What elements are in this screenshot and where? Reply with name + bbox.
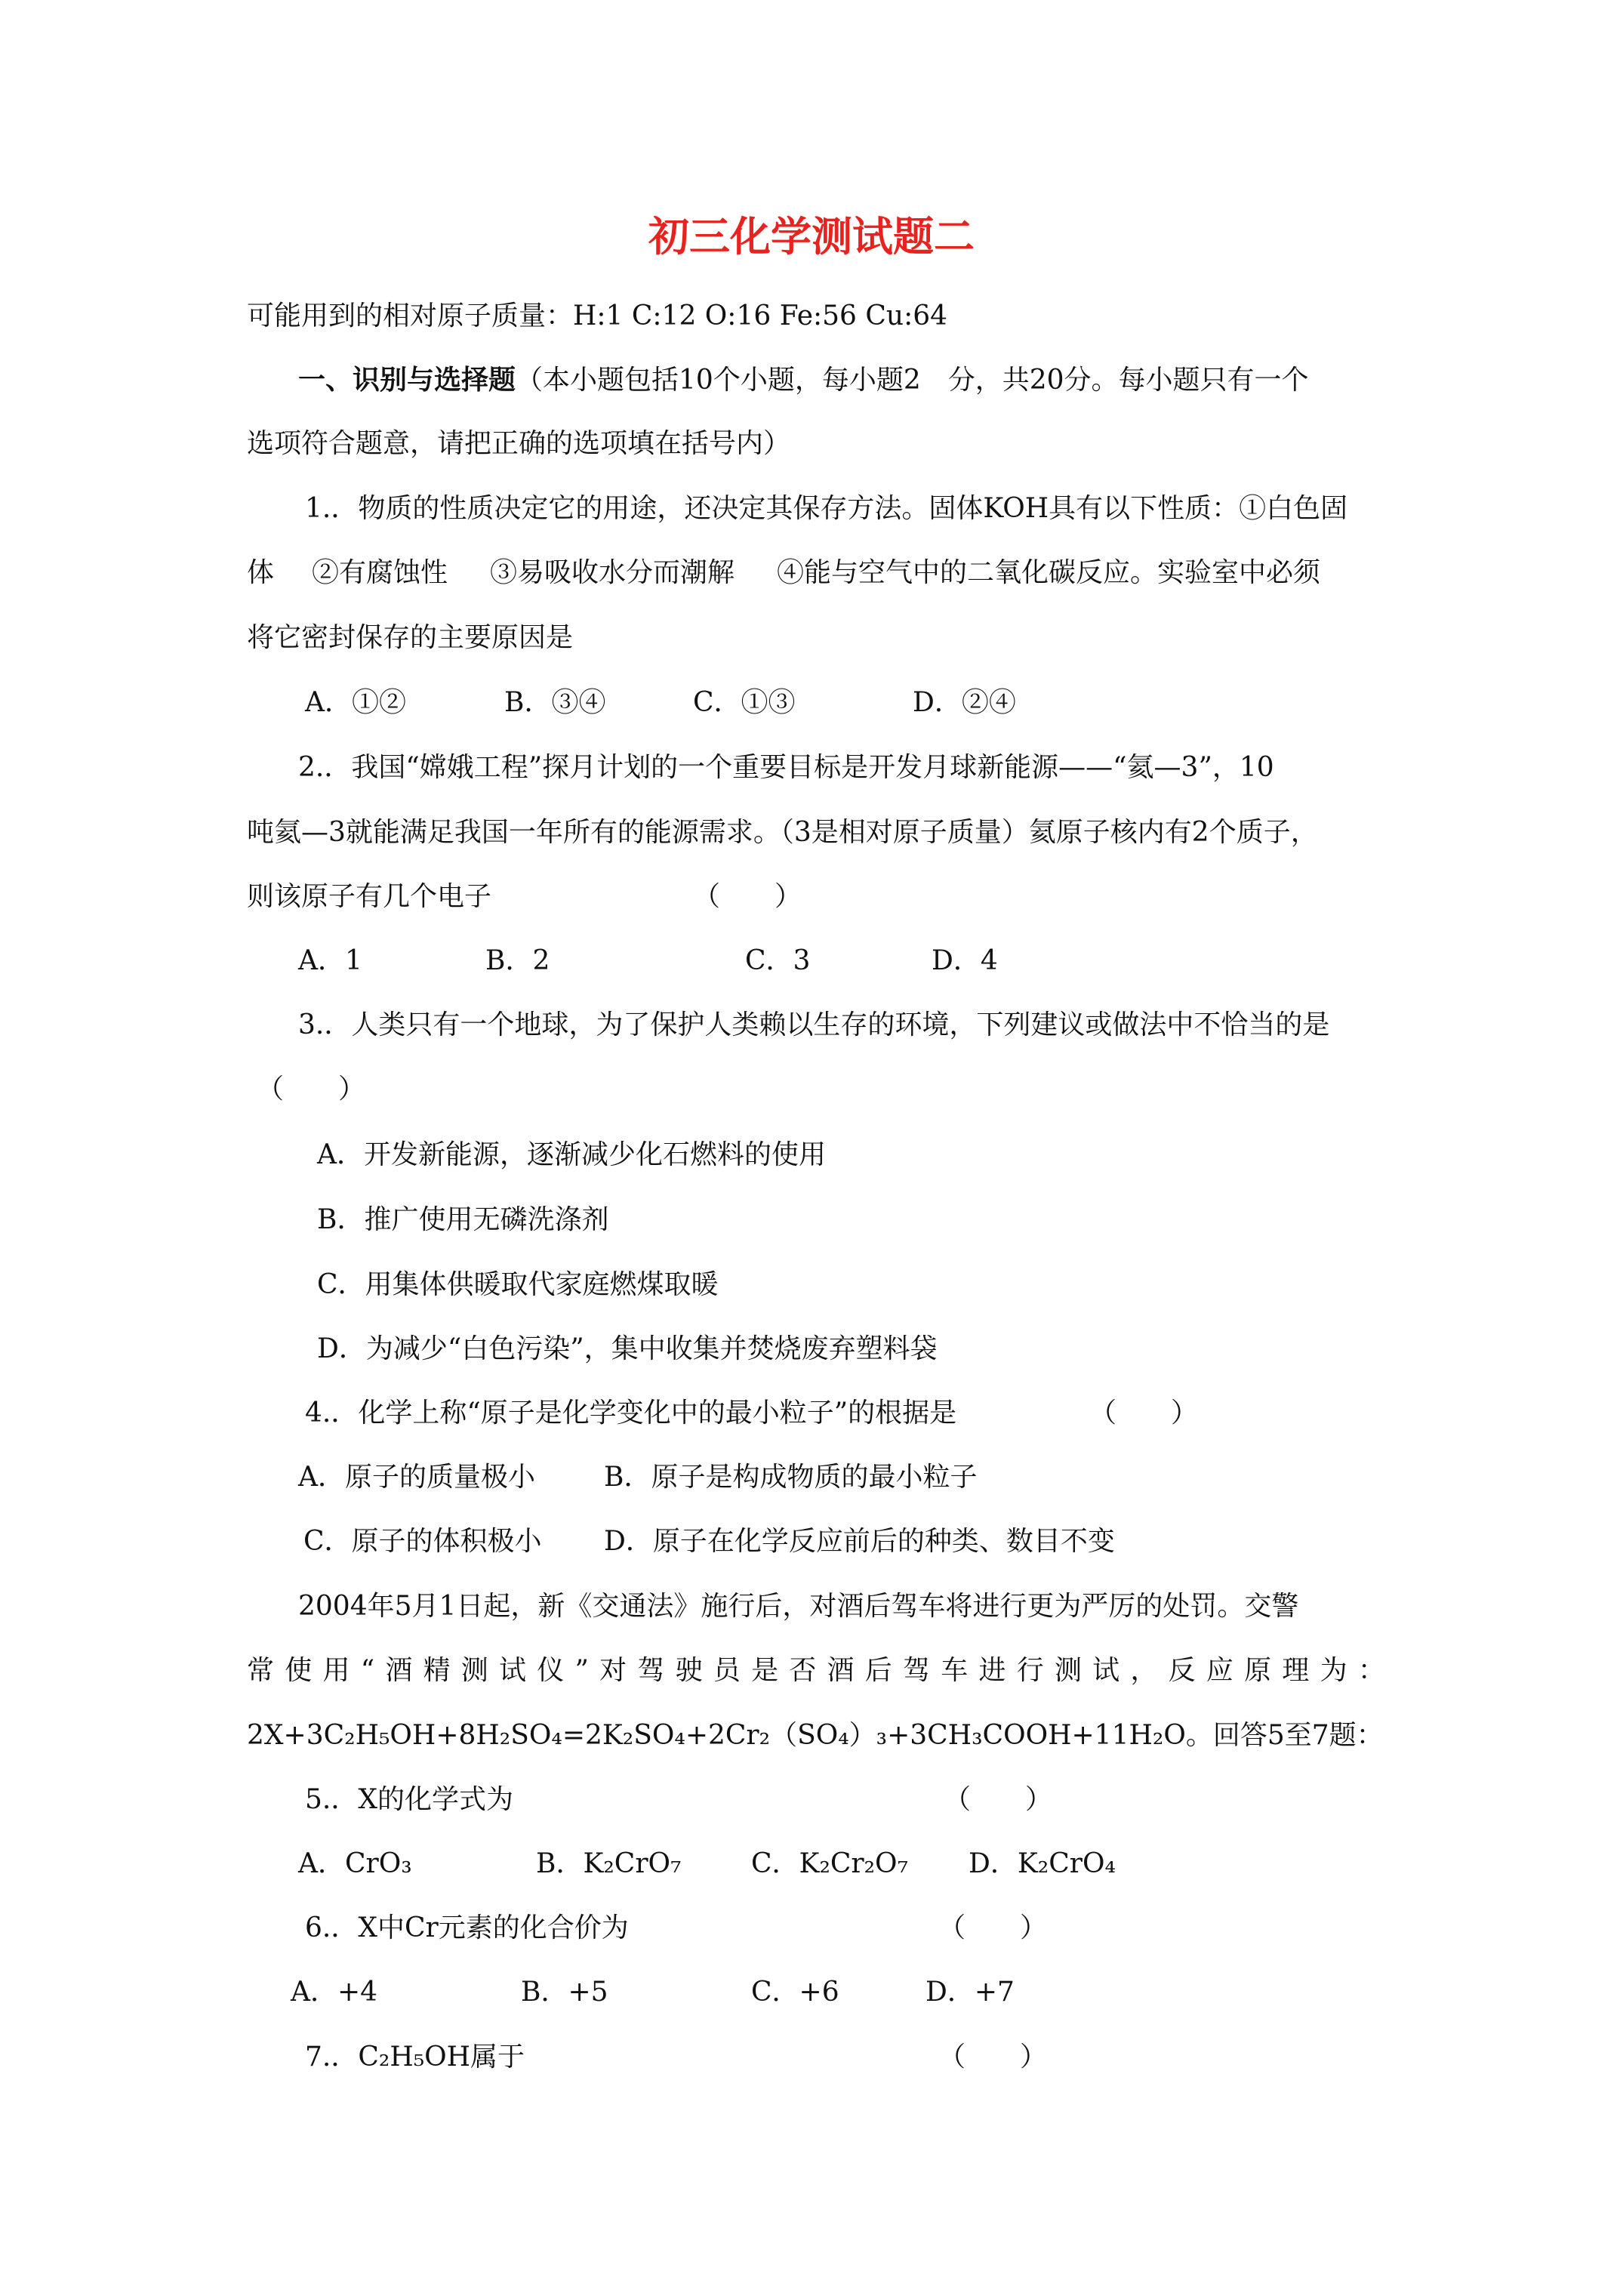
q5-line1: 5.．X的化学式为: [305, 1784, 513, 1815]
passage-line2-char: ：: [1357, 1655, 1385, 1686]
q6-answer-bracket: （ ）: [938, 1912, 1048, 1943]
q6-option-b: B．+5: [521, 1977, 608, 2008]
q2-option-c: C．3: [745, 945, 811, 976]
q3-answer-bracket: （ ）: [257, 1074, 366, 1105]
reaction-equation: 2X+3C₂H₅OH+8H₂SO₄=2K₂SO₄+2Cr₂（SO₄）₃+3CH₃COOH+11H₂O: [247, 1720, 1186, 1751]
q6-option-a: A．+4: [291, 1977, 378, 2008]
q1-line2: [247, 556, 1320, 590]
passage-line2-char: 反: [1168, 1655, 1196, 1686]
passage-line2-char: ”: [574, 1655, 589, 1686]
passage-line2-char: 车: [941, 1655, 969, 1686]
passage-line2-char: 驾: [637, 1655, 665, 1686]
passage-line2-char: “: [360, 1655, 375, 1686]
passage-line2-char: 测: [1054, 1655, 1082, 1686]
passage-line2-char: 员: [713, 1655, 741, 1686]
q1-line2-part4: ④能与空气中的二氧化碳反应。实验室中必须: [777, 557, 1321, 588]
passage-line2-char: 否: [789, 1655, 817, 1686]
passage-line2-char: 应: [1206, 1655, 1233, 1686]
section1-intro-a: （本小题包括10个小题，每小题2 分，共20分。每小题只有一个: [516, 365, 1309, 396]
q1-option-a: A．①②: [305, 687, 406, 718]
q2-line3: 则该原子有几个电子: [247, 881, 492, 912]
q5-option-d: D．K₂CrO₄: [969, 1848, 1116, 1879]
passage-line2-char: 驶: [675, 1655, 703, 1686]
q3-line1: 3.．人类只有一个地球，为了保护人类赖以生存的环境，下列建议或做法中不恰当的是: [298, 1009, 1330, 1040]
q4-option-d: D．原子在化学反应前后的种类、数目不变: [604, 1526, 1115, 1557]
passage-line2-char: 原: [1244, 1655, 1272, 1686]
passage-line2-char: 是: [751, 1655, 779, 1686]
q5-option-b: B．K₂CrO₇: [536, 1848, 682, 1879]
q6-option-d: D．+7: [925, 1977, 1015, 2008]
q1-line1: 1.．物质的性质决定它的用途，还决定其保存方法。固体KOH具有以下性质：①白色固: [305, 493, 1348, 524]
q1-option-c: C．①③: [693, 687, 796, 718]
passage-line2-char: 常: [247, 1655, 275, 1686]
q4-option-c: C．原子的体积极小: [303, 1526, 542, 1557]
q5-answer-bracket: （ ）: [944, 1784, 1053, 1815]
q1-line3: 将它密封保存的主要原因是: [247, 622, 574, 653]
q6-line1: 6.．X中Cr元素的化合价为: [305, 1912, 629, 1943]
q1-line2-part1: 体: [247, 557, 275, 588]
q2-option-b: B．2: [485, 945, 550, 976]
passage-line2-char: 进: [978, 1655, 1006, 1686]
q4-option-a: A．原子的质量极小: [298, 1462, 535, 1493]
document-title: 初三化学测试题二: [648, 213, 975, 260]
passage-line2-char: 精: [423, 1655, 451, 1686]
passage-line2-char: 测: [460, 1655, 488, 1686]
q2-option-d: D．4: [932, 945, 998, 976]
passage-line2-char: 对: [599, 1655, 627, 1686]
q4-option-b: B．原子是构成物质的最小粒子: [604, 1462, 978, 1493]
q7-line1: 7.．C₂H₅OH属于: [305, 2042, 525, 2073]
q5-option-a: A．CrO₃: [298, 1848, 412, 1879]
q1-line2-part2: ②有腐蚀性: [312, 557, 448, 588]
passage-line2-char: ，: [1130, 1655, 1158, 1686]
passage-line1: 2004年5月1日起，新《交通法》施行后，对酒后驾车将进行更为严厉的处罚。交警: [298, 1591, 1299, 1622]
passage-line2-char: 为: [1320, 1655, 1347, 1686]
passage-line2-char: 仪: [537, 1655, 565, 1686]
passage-line2-char: 行: [1016, 1655, 1044, 1686]
q3-option-d: D．为减少“白色污染”，集中收集并焚烧废弃塑料袋: [317, 1333, 938, 1364]
q2-line1: 2.．我国“嫦娥工程”探月计划的一个重要目标是开发月球新能源——“氦—3”，10: [298, 752, 1274, 783]
q3-option-a: A．开发新能源，逐渐减少化石燃料的使用: [317, 1139, 826, 1170]
q2-answer-bracket: （ ）: [693, 881, 802, 912]
q6-option-c: C．+6: [751, 1977, 839, 2008]
passage-line2: [247, 1654, 1385, 1687]
section1-intro-line2: 选项符合题意，请把正确的选项填在括号内）: [247, 428, 791, 459]
section1-heading: 一、识别与选择题: [298, 364, 516, 396]
passage-line2-char: 试: [499, 1655, 527, 1686]
q5-option-c: C．K₂Cr₂O₇: [751, 1848, 909, 1879]
q2-line2: 吨氦—3就能满足我国一年所有的能源需求。（3是相对原子质量）氦原子核内有2个质子，: [247, 817, 1318, 848]
q1-option-d: D．②④: [913, 687, 1016, 718]
passage-line2-char: 酒: [827, 1655, 855, 1686]
passage-line3: [247, 1719, 1384, 1752]
q3-option-b: B．推广使用无磷洗涤剂: [317, 1204, 609, 1235]
q1-option-b: B．③④: [504, 687, 606, 718]
q2-option-a: A．1: [298, 945, 362, 976]
passage-line2-char: 驾: [903, 1655, 931, 1686]
q4-answer-bracket: （ ）: [1089, 1398, 1199, 1428]
section1-intro-line1: [298, 363, 1309, 397]
passage-line2-char: 用: [322, 1655, 350, 1686]
q3-option-c: C．用集体供暖取代家庭燃煤取暖: [317, 1269, 719, 1300]
passage-tail: 。回答5至7题：: [1185, 1720, 1384, 1751]
q1-line2-part3: ③易吸收水分而潮解: [490, 557, 735, 588]
q4-line1: 4.．化学上称“原子是化学变化中的最小粒子”的根据是: [305, 1398, 957, 1428]
passage-line2-char: 理: [1282, 1655, 1310, 1686]
passage-line2-char: 后: [864, 1655, 892, 1686]
atomic-masses-line: 可能用到的相对原子质量：H:1 C:12 O:16 Fe:56 Cu:64: [247, 300, 948, 331]
passage-line2-char: 使: [285, 1655, 313, 1686]
passage-line2-char: 试: [1092, 1655, 1120, 1686]
q7-answer-bracket: （ ）: [938, 2042, 1048, 2073]
passage-line2-char: 酒: [385, 1655, 413, 1686]
